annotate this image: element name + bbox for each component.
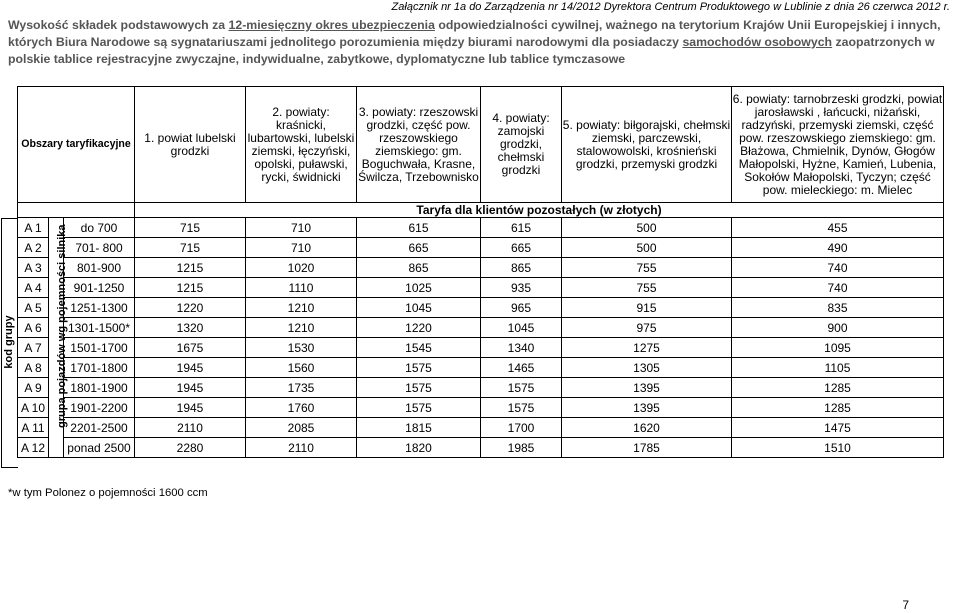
premium-value-cell: 1735 — [246, 378, 357, 398]
kod-grupy-label: kod grupy — [3, 315, 15, 369]
premium-value-cell: 1320 — [135, 318, 246, 338]
group-code-cell: A 2 — [18, 238, 49, 258]
premium-value-cell: 2085 — [246, 418, 357, 438]
table-row — [18, 218, 944, 238]
premium-value-cell: 2110 — [135, 418, 246, 438]
premium-value-cell: 1340 — [481, 338, 562, 358]
premium-value-cell: 1045 — [481, 318, 562, 338]
premium-value-cell: 665 — [357, 238, 481, 258]
premium-value-cell: 715 — [135, 238, 246, 258]
premium-value-cell: 1110 — [246, 278, 357, 298]
premium-value-cell: 1020 — [246, 258, 357, 278]
premium-value-cell: 755 — [562, 278, 732, 298]
premium-value-cell: 1220 — [357, 318, 481, 338]
premium-value-cell: 1210 — [246, 318, 357, 338]
engine-range-cell: ponad 2500 — [64, 438, 135, 458]
engine-range-cell: 1701-1800 — [64, 358, 135, 378]
premium-value-cell: 1275 — [562, 338, 732, 358]
premium-value-cell: 1700 — [481, 418, 562, 438]
premium-value-cell: 965 — [481, 298, 562, 318]
premium-value-cell: 915 — [562, 298, 732, 318]
premium-value-cell: 755 — [562, 258, 732, 278]
table-row — [18, 238, 944, 258]
premium-value-cell: 865 — [357, 258, 481, 278]
premium-value-cell: 2110 — [246, 438, 357, 458]
premium-value-cell: 740 — [732, 258, 944, 278]
premium-value-cell: 1530 — [246, 338, 357, 358]
title-part-3: odpowiedzialności cywilnej, ważnego na terytorium Krajów Unii Europejskiej i innych, których Biura Narodowe są sygnatariuszami jednolitego porozumienia między biurami narodowymi dla posiadaczy — [8, 18, 941, 49]
premium-value-cell: 1285 — [732, 378, 944, 398]
premium-value-cell: 1575 — [357, 358, 481, 378]
premium-value-cell: 1395 — [562, 378, 732, 398]
group-code-cell: A 1 — [18, 218, 49, 238]
table-row — [18, 298, 944, 318]
premium-value-cell: 900 — [732, 318, 944, 338]
premium-value-cell: 490 — [732, 238, 944, 258]
group-code-cell: A 3 — [18, 258, 49, 278]
document-title — [8, 17, 953, 68]
table-row — [18, 398, 944, 418]
title-part-5: zaopatrzonych w polskie tablice rejestracyjne zwyczajne, indywidualne, zabytkowe, dyplomatyczne lub tablice tymczasowe — [8, 35, 935, 66]
premium-value-cell: 615 — [357, 218, 481, 238]
engine-range-cell: 701- 800 — [64, 238, 135, 258]
group-code-cell: A 11 — [18, 418, 49, 438]
table-row — [18, 358, 944, 378]
premium-value-cell: 1820 — [357, 438, 481, 458]
table-row — [18, 438, 944, 458]
premium-value-cell: 835 — [732, 298, 944, 318]
premium-value-cell: 500 — [562, 238, 732, 258]
premium-value-cell: 1620 — [562, 418, 732, 438]
group-code-cell: A 12 — [18, 438, 49, 458]
engine-range-cell: 2201-2500 — [64, 418, 135, 438]
area-3: 3. powiaty: rzeszowski grodzki, część pow. rzeszowskiego ziemskiego: gm. Boguchwała, Krasne, Świlcza, Trzebownisko — [357, 87, 481, 203]
premium-value-cell: 1465 — [481, 358, 562, 378]
premium-value-cell: 1575 — [357, 378, 481, 398]
group-code-cell: A 6 — [18, 318, 49, 338]
premium-value-cell: 715 — [135, 218, 246, 238]
premium-value-cell: 975 — [562, 318, 732, 338]
premium-value-cell: 1945 — [135, 378, 246, 398]
premium-value-cell: 710 — [246, 218, 357, 238]
premium-value-cell: 1215 — [135, 278, 246, 298]
group-code-cell: A 9 — [18, 378, 49, 398]
premium-value-cell: 1210 — [246, 298, 357, 318]
premium-value-cell: 665 — [481, 238, 562, 258]
group-code-cell: A 10 — [18, 398, 49, 418]
title-part-4: samochodów osobowych — [682, 35, 833, 49]
premium-value-cell: 1760 — [246, 398, 357, 418]
premium-value-cell: 1545 — [357, 338, 481, 358]
tariff-label: Taryfa dla klientów pozostałych (w złotych) — [135, 203, 944, 218]
group-code-cell: A 5 — [18, 298, 49, 318]
premium-value-cell: 1675 — [135, 338, 246, 358]
premium-value-cell: 615 — [481, 218, 562, 238]
footnote: *w tym Polonez o pojemności 1600 ccm — [8, 487, 208, 499]
grupa-pojazdow-label: grupa pojazdów wg pojemności silnika — [56, 224, 68, 428]
engine-range-cell: 1801-1900 — [64, 378, 135, 398]
engine-range-cell: 1901-2200 — [64, 398, 135, 418]
area-1: 1. powiat lubelski grodzki — [135, 87, 246, 203]
title-part-1: Wysokość składek podstawowych za — [8, 18, 229, 32]
premium-value-cell: 1575 — [481, 378, 562, 398]
tariff-table — [17, 86, 944, 458]
engine-range-cell: 1301-1500* — [64, 318, 135, 338]
tariff-spacer — [18, 203, 135, 218]
area-4: 4. powiaty: zamojski grodzki, chełmski grodzki — [481, 87, 562, 203]
title-part-2: 12-miesięczny okres ubezpieczenia — [228, 18, 435, 32]
engine-range-cell: do 700 — [64, 218, 135, 238]
premium-value-cell: 1395 — [562, 398, 732, 418]
area-2: 2. powiaty: kraśnicki, lubartowski, lubelski ziemski, łęczyński, opolski, puławski, rycki, świdnicki — [246, 87, 357, 203]
table-row — [18, 378, 944, 398]
premium-value-cell: 455 — [732, 218, 944, 238]
premium-value-cell: 1045 — [357, 298, 481, 318]
table-row — [18, 318, 944, 338]
premium-value-cell: 710 — [246, 238, 357, 258]
premium-value-cell: 935 — [481, 278, 562, 298]
engine-range-cell: 1251-1300 — [64, 298, 135, 318]
header-note: Załącznik nr 1a do Zarządzenia nr 14/2012 Dyrektora Centrum Produktowego w Lublinie z dnia 26 czerwca 2012 r. — [391, 1, 950, 13]
premium-value-cell: 1025 — [357, 278, 481, 298]
engine-range-cell: 801-900 — [64, 258, 135, 278]
engine-range-cell: 901-1250 — [64, 278, 135, 298]
premium-value-cell: 1285 — [732, 398, 944, 418]
premium-value-cell: 865 — [481, 258, 562, 278]
premium-value-cell: 1510 — [732, 438, 944, 458]
group-code-cell: A 7 — [18, 338, 49, 358]
premium-value-cell: 1105 — [732, 358, 944, 378]
premium-value-cell: 1815 — [357, 418, 481, 438]
tariff-label-row — [18, 203, 944, 218]
premium-value-cell: 500 — [562, 218, 732, 238]
premium-value-cell: 1575 — [481, 398, 562, 418]
premium-value-cell: 1985 — [481, 438, 562, 458]
table-row — [18, 418, 944, 438]
premium-value-cell: 1475 — [732, 418, 944, 438]
group-code-cell: A 8 — [18, 358, 49, 378]
premium-value-cell: 2280 — [135, 438, 246, 458]
premium-value-cell: 1575 — [357, 398, 481, 418]
page-number: 7 — [902, 598, 909, 612]
premium-value-cell: 1220 — [135, 298, 246, 318]
areas-header-row — [18, 87, 944, 203]
area-6: 6. powiaty: tarnobrzeski grodzki, powiat jarosławski , łańcucki, niżański, radzyński, przemyski ziemski, część pow. rzeszowskiego ziemskiego: gm. Błażowa, Chmielnik, Dynów, Głogów Małopolski, Hyżne, Kamień, Lubenia, Sokołów Małopolski, Tyczyn; część pow. mieleckiego: m. Mielec — [732, 87, 944, 203]
premium-value-cell: 1215 — [135, 258, 246, 278]
premium-value-cell: 1305 — [562, 358, 732, 378]
group-code-cell: A 4 — [18, 278, 49, 298]
table-row — [18, 258, 944, 278]
table-row — [18, 278, 944, 298]
premium-value-cell: 1945 — [135, 398, 246, 418]
premium-value-cell: 1095 — [732, 338, 944, 358]
premium-value-cell: 1945 — [135, 358, 246, 378]
premium-value-cell: 1560 — [246, 358, 357, 378]
table-row — [18, 338, 944, 358]
area-5: 5. powiaty: biłgorajski, chełmski ziemski, parczewski, stalowowolski, krośnieński grodzki, przemyski grodzki — [562, 87, 732, 203]
premium-value-cell: 1785 — [562, 438, 732, 458]
obszary-label: Obszary taryfikacyjne — [18, 87, 135, 203]
engine-range-cell: 1501-1700 — [64, 338, 135, 358]
premium-value-cell: 740 — [732, 278, 944, 298]
